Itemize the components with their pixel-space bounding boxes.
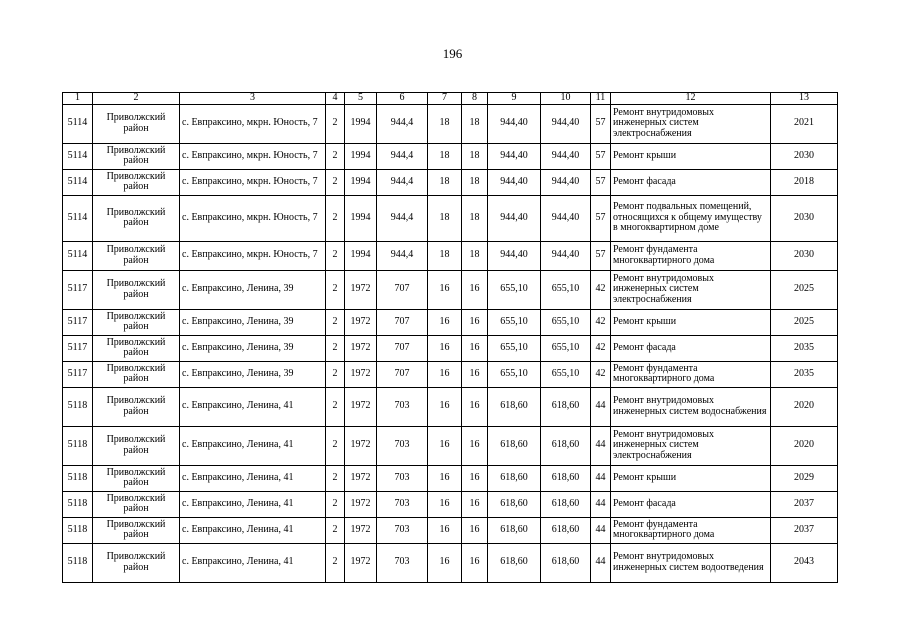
table-cell: 2 <box>326 543 345 582</box>
header-cell: 8 <box>462 93 488 105</box>
table-cell: 944,4 <box>377 241 428 270</box>
district-cell: Приволжский район <box>93 143 180 169</box>
table-cell: 18 <box>428 241 462 270</box>
table-row <box>63 241 838 270</box>
table-cell: 655,10 <box>488 270 541 309</box>
table-cell: 18 <box>462 195 488 241</box>
work-type-cell: Ремонт внутридомовых инженерных систем водоснабжения <box>611 387 771 426</box>
table-cell: 16 <box>428 517 462 543</box>
table-cell: 703 <box>377 517 428 543</box>
table-cell: 42 <box>591 361 611 387</box>
work-type-cell: Ремонт фундамента многоквартирного дома <box>611 241 771 270</box>
planned-year-cell: 2043 <box>771 543 838 582</box>
year-cell: 1972 <box>345 517 377 543</box>
table-cell: 18 <box>462 241 488 270</box>
year-cell: 1972 <box>345 491 377 517</box>
table-cell: 2 <box>326 361 345 387</box>
table-cell: 16 <box>462 426 488 465</box>
address-cell: с. Евпраксино, Ленина, 39 <box>180 270 326 309</box>
work-type-cell: Ремонт подвальных помещений, относящихся к общему имуществу в многоквартирном доме <box>611 195 771 241</box>
work-type-cell: Ремонт крыши <box>611 143 771 169</box>
table-cell: 18 <box>462 143 488 169</box>
table-cell: 2 <box>326 241 345 270</box>
page-number: 196 <box>442 46 463 61</box>
table-cell: 44 <box>591 543 611 582</box>
table-cell: 42 <box>591 335 611 361</box>
district-cell: Приволжский район <box>93 195 180 241</box>
table-cell: 57 <box>591 143 611 169</box>
year-cell: 1972 <box>345 270 377 309</box>
table-cell: 2 <box>326 270 345 309</box>
planned-year-cell: 2020 <box>771 426 838 465</box>
table-cell: 16 <box>428 270 462 309</box>
house-id-cell: 5118 <box>63 387 93 426</box>
table-cell: 44 <box>591 491 611 517</box>
table-cell: 16 <box>428 465 462 491</box>
table-cell: 18 <box>462 104 488 143</box>
district-cell: Приволжский район <box>93 543 180 582</box>
table-row <box>63 491 838 517</box>
header-cell: 3 <box>180 93 326 105</box>
table-cell: 703 <box>377 387 428 426</box>
table-cell: 2 <box>326 387 345 426</box>
table-cell: 618,60 <box>541 491 591 517</box>
header-cell: 5 <box>345 93 377 105</box>
table-cell: 944,4 <box>377 143 428 169</box>
header-cell: 2 <box>93 93 180 105</box>
table-row <box>63 169 838 195</box>
house-id-cell: 5118 <box>63 426 93 465</box>
district-cell: Приволжский район <box>93 169 180 195</box>
table-cell: 944,40 <box>488 241 541 270</box>
address-cell: с. Евпраксино, мкрн. Юность, 7 <box>180 241 326 270</box>
table-cell: 57 <box>591 104 611 143</box>
table-cell: 944,40 <box>541 104 591 143</box>
house-id-cell: 5117 <box>63 270 93 309</box>
year-cell: 1994 <box>345 241 377 270</box>
repair-schedule-table <box>62 92 838 583</box>
house-id-cell: 5117 <box>63 335 93 361</box>
table-cell: 944,40 <box>541 241 591 270</box>
table-cell: 707 <box>377 361 428 387</box>
table-row <box>63 426 838 465</box>
work-type-cell: Ремонт внутридомовых инженерных систем электроснабжения <box>611 104 771 143</box>
table-cell: 618,60 <box>541 426 591 465</box>
table-row <box>63 543 838 582</box>
header-cell: 13 <box>771 93 838 105</box>
header-cell: 9 <box>488 93 541 105</box>
table-cell: 44 <box>591 465 611 491</box>
table-cell: 703 <box>377 465 428 491</box>
district-cell: Приволжский район <box>93 309 180 335</box>
planned-year-cell: 2029 <box>771 465 838 491</box>
table-cell: 16 <box>428 387 462 426</box>
table-cell: 2 <box>326 104 345 143</box>
table-cell: 18 <box>462 169 488 195</box>
header-cell: 7 <box>428 93 462 105</box>
table-cell: 16 <box>428 335 462 361</box>
table-cell: 944,40 <box>488 195 541 241</box>
table-cell: 16 <box>462 387 488 426</box>
district-cell: Приволжский район <box>93 335 180 361</box>
work-type-cell: Ремонт внутридомовых инженерных систем электроснабжения <box>611 270 771 309</box>
table-row <box>63 195 838 241</box>
address-cell: с. Евпраксино, Ленина, 41 <box>180 517 326 543</box>
table-cell: 2 <box>326 309 345 335</box>
planned-year-cell: 2035 <box>771 361 838 387</box>
header-cell: 11 <box>591 93 611 105</box>
address-cell: с. Евпраксино, мкрн. Юность, 7 <box>180 143 326 169</box>
address-cell: с. Евпраксино, Ленина, 41 <box>180 543 326 582</box>
table-cell: 2 <box>326 335 345 361</box>
table-cell: 944,40 <box>488 169 541 195</box>
planned-year-cell: 2037 <box>771 517 838 543</box>
work-type-cell: Ремонт внутридомовых инженерных систем электроснабжения <box>611 426 771 465</box>
address-cell: с. Евпраксино, Ленина, 39 <box>180 335 326 361</box>
table-cell: 618,60 <box>488 517 541 543</box>
work-type-cell: Ремонт фундамента многоквартирного дома <box>611 517 771 543</box>
table-cell: 944,4 <box>377 169 428 195</box>
table-cell: 16 <box>462 491 488 517</box>
table-cell: 18 <box>428 143 462 169</box>
year-cell: 1994 <box>345 169 377 195</box>
house-id-cell: 5117 <box>63 361 93 387</box>
table-cell: 2 <box>326 143 345 169</box>
table-row <box>63 517 838 543</box>
table-row <box>63 309 838 335</box>
table-row <box>63 270 838 309</box>
table-cell: 655,10 <box>488 335 541 361</box>
house-id-cell: 5114 <box>63 143 93 169</box>
work-type-cell: Ремонт крыши <box>611 465 771 491</box>
table-cell: 944,4 <box>377 195 428 241</box>
table-cell: 655,10 <box>541 335 591 361</box>
work-type-cell: Ремонт внутридомовых инженерных систем водоотведения <box>611 543 771 582</box>
table-row <box>63 335 838 361</box>
table-cell: 16 <box>462 543 488 582</box>
table-row <box>63 104 838 143</box>
year-cell: 1994 <box>345 195 377 241</box>
house-id-cell: 5118 <box>63 465 93 491</box>
address-cell: с. Евпраксино, Ленина, 39 <box>180 309 326 335</box>
table-cell: 618,60 <box>488 426 541 465</box>
planned-year-cell: 2025 <box>771 309 838 335</box>
table-cell: 703 <box>377 543 428 582</box>
table-cell: 655,10 <box>488 309 541 335</box>
house-id-cell: 5118 <box>63 517 93 543</box>
table-cell: 16 <box>428 491 462 517</box>
table-cell: 707 <box>377 270 428 309</box>
year-cell: 1994 <box>345 104 377 143</box>
table-cell: 16 <box>462 335 488 361</box>
planned-year-cell: 2035 <box>771 335 838 361</box>
table-cell: 42 <box>591 270 611 309</box>
district-cell: Приволжский район <box>93 426 180 465</box>
house-id-cell: 5118 <box>63 543 93 582</box>
work-type-cell: Ремонт крыши <box>611 309 771 335</box>
work-type-cell: Ремонт фундамента многоквартирного дома <box>611 361 771 387</box>
table-cell: 618,60 <box>541 387 591 426</box>
table-cell: 16 <box>428 361 462 387</box>
district-cell: Приволжский район <box>93 270 180 309</box>
year-cell: 1972 <box>345 361 377 387</box>
table-cell: 57 <box>591 169 611 195</box>
address-cell: с. Евпраксино, мкрн. Юность, 7 <box>180 195 326 241</box>
year-cell: 1972 <box>345 465 377 491</box>
table-cell: 655,10 <box>488 361 541 387</box>
district-cell: Приволжский район <box>93 491 180 517</box>
table-cell: 2 <box>326 195 345 241</box>
planned-year-cell: 2021 <box>771 104 838 143</box>
address-cell: с. Евпраксино, Ленина, 39 <box>180 361 326 387</box>
table-cell: 18 <box>428 169 462 195</box>
table-cell: 18 <box>428 195 462 241</box>
table-cell: 944,40 <box>541 143 591 169</box>
table-cell: 618,60 <box>488 387 541 426</box>
header-cell: 10 <box>541 93 591 105</box>
table-cell: 618,60 <box>488 491 541 517</box>
address-cell: с. Евпраксино, Ленина, 41 <box>180 465 326 491</box>
table-cell: 16 <box>428 426 462 465</box>
header-cell: 6 <box>377 93 428 105</box>
table-cell: 655,10 <box>541 309 591 335</box>
table-cell: 2 <box>326 465 345 491</box>
house-id-cell: 5114 <box>63 195 93 241</box>
table-cell: 618,60 <box>488 465 541 491</box>
table-cell: 2 <box>326 491 345 517</box>
table-cell: 18 <box>428 104 462 143</box>
planned-year-cell: 2018 <box>771 169 838 195</box>
table-cell: 707 <box>377 335 428 361</box>
house-id-cell: 5117 <box>63 309 93 335</box>
house-id-cell: 5114 <box>63 104 93 143</box>
table-cell: 707 <box>377 309 428 335</box>
table-cell: 618,60 <box>541 465 591 491</box>
table-cell: 2 <box>326 169 345 195</box>
table-cell: 57 <box>591 195 611 241</box>
table-row <box>63 361 838 387</box>
work-type-cell: Ремонт фасада <box>611 335 771 361</box>
table-cell: 57 <box>591 241 611 270</box>
header-row <box>63 93 838 105</box>
district-cell: Приволжский район <box>93 361 180 387</box>
table-cell: 944,40 <box>541 169 591 195</box>
year-cell: 1972 <box>345 543 377 582</box>
table-cell: 16 <box>462 309 488 335</box>
planned-year-cell: 2020 <box>771 387 838 426</box>
header-cell: 12 <box>611 93 771 105</box>
year-cell: 1972 <box>345 387 377 426</box>
district-cell: Приволжский район <box>93 517 180 543</box>
planned-year-cell: 2025 <box>771 270 838 309</box>
address-cell: с. Евпраксино, Ленина, 41 <box>180 426 326 465</box>
district-cell: Приволжский район <box>93 104 180 143</box>
table-cell: 42 <box>591 309 611 335</box>
planned-year-cell: 2030 <box>771 241 838 270</box>
table-cell: 944,4 <box>377 104 428 143</box>
table-cell: 944,40 <box>488 143 541 169</box>
table-cell: 16 <box>462 361 488 387</box>
planned-year-cell: 2030 <box>771 143 838 169</box>
house-id-cell: 5114 <box>63 241 93 270</box>
address-cell: с. Евпраксино, мкрн. Юность, 7 <box>180 104 326 143</box>
work-type-cell: Ремонт фасада <box>611 169 771 195</box>
table-cell: 618,60 <box>541 543 591 582</box>
table-cell: 16 <box>462 465 488 491</box>
table-cell: 44 <box>591 426 611 465</box>
table-cell: 44 <box>591 387 611 426</box>
planned-year-cell: 2030 <box>771 195 838 241</box>
work-type-cell: Ремонт фасада <box>611 491 771 517</box>
year-cell: 1972 <box>345 335 377 361</box>
table-cell: 16 <box>428 309 462 335</box>
house-id-cell: 5118 <box>63 491 93 517</box>
address-cell: с. Евпраксино, мкрн. Юность, 7 <box>180 169 326 195</box>
table-cell: 655,10 <box>541 361 591 387</box>
table-cell: 2 <box>326 426 345 465</box>
table-cell: 703 <box>377 426 428 465</box>
table-cell: 703 <box>377 491 428 517</box>
table-cell: 44 <box>591 517 611 543</box>
year-cell: 1972 <box>345 426 377 465</box>
year-cell: 1994 <box>345 143 377 169</box>
table-row <box>63 143 838 169</box>
table-cell: 618,60 <box>541 517 591 543</box>
table-cell: 16 <box>428 543 462 582</box>
district-cell: Приволжский район <box>93 241 180 270</box>
table-cell: 618,60 <box>488 543 541 582</box>
year-cell: 1972 <box>345 309 377 335</box>
address-cell: с. Евпраксино, Ленина, 41 <box>180 491 326 517</box>
table-row <box>63 465 838 491</box>
table-cell: 944,40 <box>541 195 591 241</box>
house-id-cell: 5114 <box>63 169 93 195</box>
header-cell: 4 <box>326 93 345 105</box>
table-cell: 16 <box>462 517 488 543</box>
address-cell: с. Евпраксино, Ленина, 41 <box>180 387 326 426</box>
district-cell: Приволжский район <box>93 387 180 426</box>
table-cell: 2 <box>326 517 345 543</box>
header-cell: 1 <box>63 93 93 105</box>
district-cell: Приволжский район <box>93 465 180 491</box>
table-cell: 944,40 <box>488 104 541 143</box>
table-row <box>63 387 838 426</box>
table-cell: 655,10 <box>541 270 591 309</box>
planned-year-cell: 2037 <box>771 491 838 517</box>
table-cell: 16 <box>462 270 488 309</box>
